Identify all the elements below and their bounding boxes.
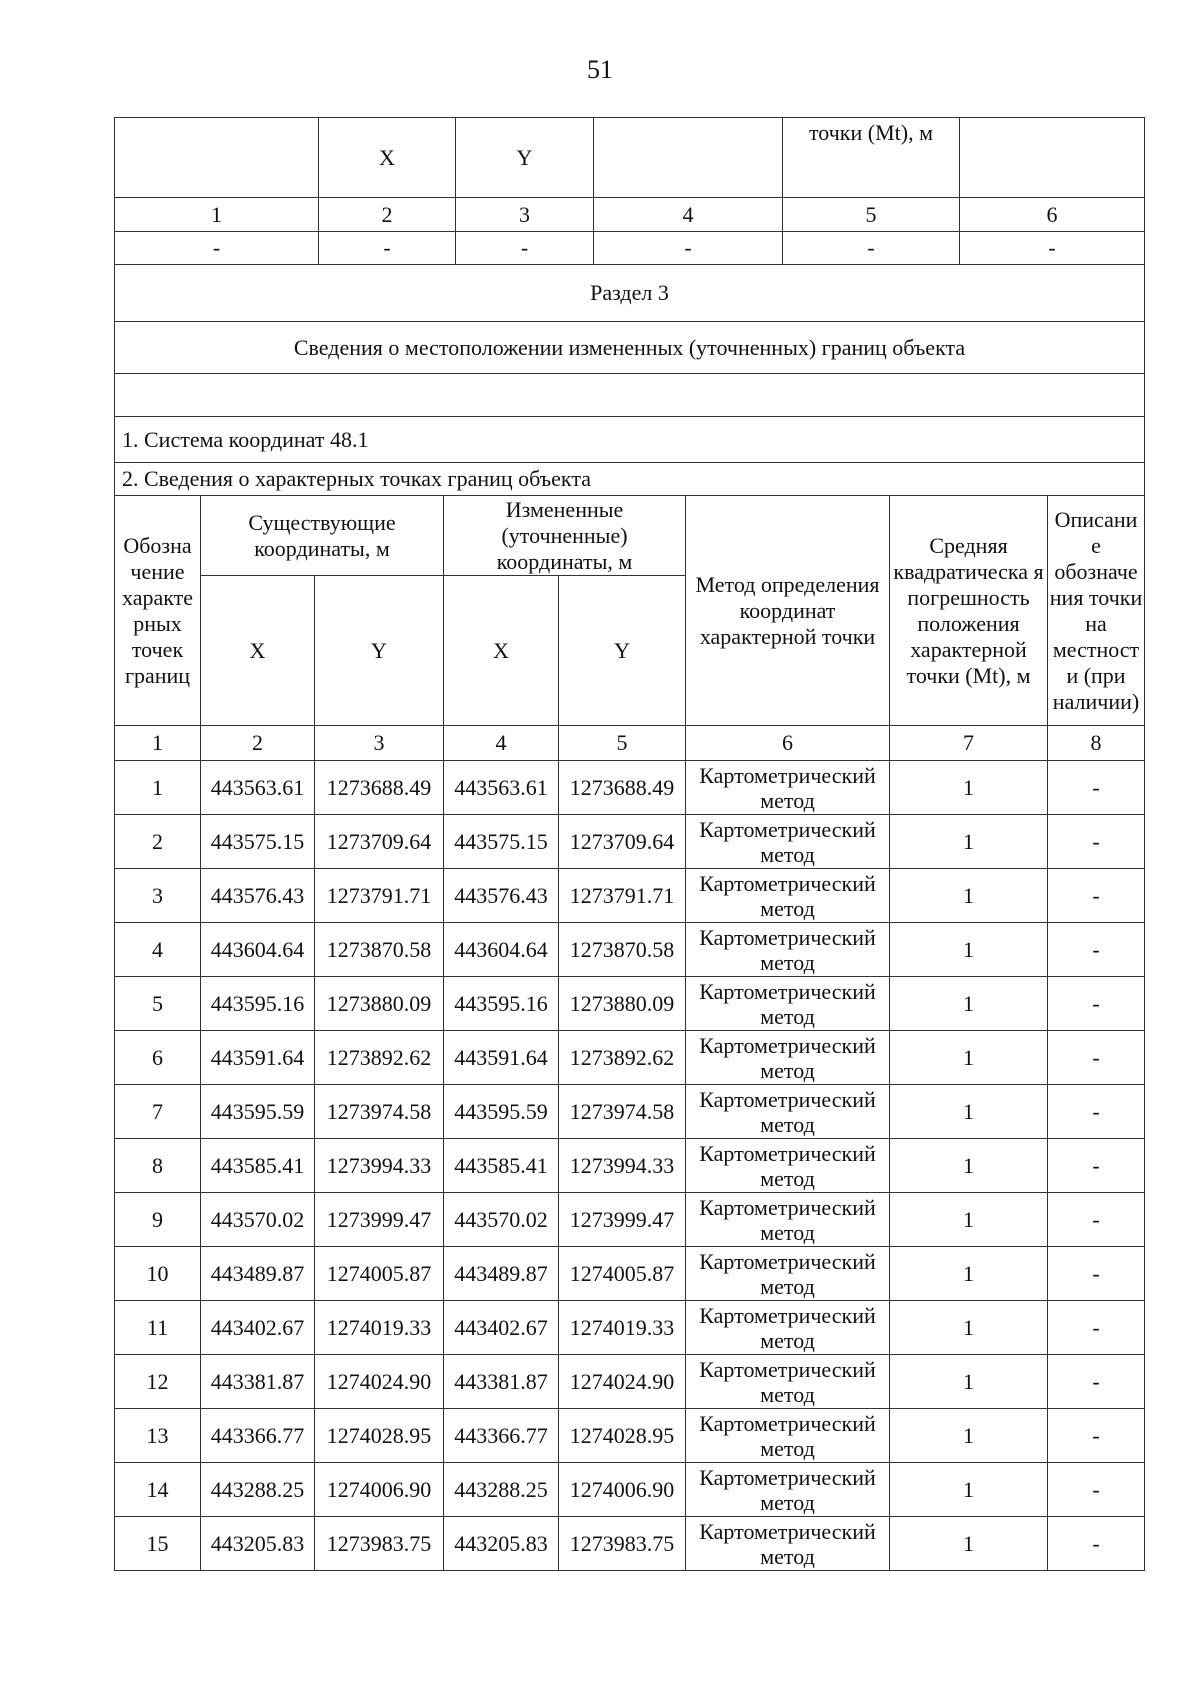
method-cell — [686, 1463, 890, 1517]
description-cell: - — [1048, 1463, 1145, 1517]
dash-cell: - — [783, 232, 960, 265]
method-line-2: метод — [760, 895, 815, 921]
description-cell: - — [1048, 1247, 1145, 1301]
mean-error-cell: 1 — [890, 815, 1048, 869]
col-num: 1 — [115, 726, 201, 761]
changed-x-cell: 443489.87 — [444, 1247, 559, 1301]
col-num: 7 — [890, 726, 1048, 761]
point-number-cell: 14 — [115, 1463, 201, 1517]
point-number-cell: 15 — [115, 1517, 201, 1571]
table-row — [115, 1031, 1145, 1085]
method-line-1: Картометрический — [699, 816, 876, 842]
mean-error-cell: 1 — [890, 1139, 1048, 1193]
description-cell: - — [1048, 869, 1145, 923]
description-cell: - — [1048, 761, 1145, 815]
changed-x-cell: 443595.59 — [444, 1085, 559, 1139]
existing-y-cell: 1273974.58 — [315, 1085, 444, 1139]
table-row — [115, 815, 1145, 869]
point-number-cell: 8 — [115, 1139, 201, 1193]
point-number-cell: 7 — [115, 1085, 201, 1139]
method-cell — [686, 1355, 890, 1409]
table-row — [115, 1355, 1145, 1409]
mean-error-cell: 1 — [890, 1409, 1048, 1463]
cont-header-cell-4 — [594, 118, 783, 198]
empty-row — [115, 374, 1145, 417]
changed-x-cell: 443595.16 — [444, 977, 559, 1031]
method-line-2: метод — [760, 1543, 815, 1569]
col-num: 5 — [783, 198, 960, 232]
dash-cell: - — [115, 232, 319, 265]
changed-x-cell: 443575.15 — [444, 815, 559, 869]
description-cell: - — [1048, 1031, 1145, 1085]
point-number-cell: 6 — [115, 1031, 201, 1085]
table-row — [115, 1193, 1145, 1247]
col-num: 5 — [559, 726, 686, 761]
method-line-1: Картометрический — [699, 1356, 876, 1382]
method-cell — [686, 1193, 890, 1247]
header-y-changed: Y — [559, 576, 686, 726]
table-row — [115, 977, 1145, 1031]
method-line-2: метод — [760, 1435, 815, 1461]
description-cell: - — [1048, 1517, 1145, 1571]
method-line-1: Картометрический — [699, 1302, 876, 1328]
method-line-1: Картометрический — [699, 1518, 876, 1544]
method-cell — [686, 761, 890, 815]
point-number-cell: 5 — [115, 977, 201, 1031]
existing-x-cell: 443591.64 — [201, 1031, 315, 1085]
mean-error-cell: 1 — [890, 1193, 1048, 1247]
table-row — [115, 869, 1145, 923]
existing-x-cell: 443575.15 — [201, 815, 315, 869]
column-number-row — [115, 198, 1145, 232]
existing-y-cell: 1273983.75 — [315, 1517, 444, 1571]
existing-x-cell: 443205.83 — [201, 1517, 315, 1571]
method-line-1: Картометрический — [699, 1194, 876, 1220]
header-row-1 — [115, 496, 1145, 576]
method-line-2: метод — [760, 787, 815, 813]
points-heading: 2. Сведения о характерных точках границ объекта — [115, 463, 1145, 496]
changed-y-cell: 1273892.62 — [559, 1031, 686, 1085]
header-y-existing: Y — [315, 576, 444, 726]
method-cell — [686, 1031, 890, 1085]
description-cell: - — [1048, 977, 1145, 1031]
mean-error-cell: 1 — [890, 1301, 1048, 1355]
cont-header-x: X — [319, 118, 456, 198]
table-row — [115, 1301, 1145, 1355]
method-line-2: метод — [760, 1381, 815, 1407]
col-num: 1 — [115, 198, 319, 232]
table-row — [115, 1139, 1145, 1193]
existing-x-cell: 443585.41 — [201, 1139, 315, 1193]
cont-header-cell-6 — [960, 118, 1145, 198]
existing-y-cell: 1273870.58 — [315, 923, 444, 977]
changed-y-cell: 1273999.47 — [559, 1193, 686, 1247]
method-line-1: Картометрический — [699, 924, 876, 950]
changed-x-cell: 443288.25 — [444, 1463, 559, 1517]
dash-cell: - — [456, 232, 594, 265]
method-line-1: Картометрический — [699, 1086, 876, 1112]
method-line-1: Картометрический — [699, 1410, 876, 1436]
existing-x-cell: 443381.87 — [201, 1355, 315, 1409]
column-number-row — [115, 726, 1145, 761]
changed-x-cell: 443381.87 — [444, 1355, 559, 1409]
coordinate-system: 1. Система координат 48.1 — [115, 417, 1145, 463]
section-title: Раздел 3 — [115, 265, 1145, 322]
existing-x-cell: 443570.02 — [201, 1193, 315, 1247]
table-row — [115, 1085, 1145, 1139]
changed-y-cell: 1273880.09 — [559, 977, 686, 1031]
existing-x-cell: 443576.43 — [201, 869, 315, 923]
method-line-1: Картометрический — [699, 1248, 876, 1274]
point-number-cell: 9 — [115, 1193, 201, 1247]
existing-x-cell: 443604.64 — [201, 923, 315, 977]
dash-row — [115, 232, 1145, 265]
dash-cell: - — [319, 232, 456, 265]
changed-x-cell: 443563.61 — [444, 761, 559, 815]
col-num: 8 — [1048, 726, 1145, 761]
method-line-1: Картометрический — [699, 870, 876, 896]
header-point-designation: Обозна чение характе рных точек границ — [115, 496, 201, 726]
changed-y-cell: 1273870.58 — [559, 923, 686, 977]
dash-cell: - — [594, 232, 783, 265]
col-num: 2 — [319, 198, 456, 232]
description-cell: - — [1048, 1355, 1145, 1409]
changed-y-cell: 1274028.95 — [559, 1409, 686, 1463]
mean-error-cell: 1 — [890, 923, 1048, 977]
cont-header-cell-1 — [115, 118, 319, 198]
method-line-2: метод — [760, 841, 815, 867]
existing-y-cell: 1273892.62 — [315, 1031, 444, 1085]
changed-x-cell: 443570.02 — [444, 1193, 559, 1247]
description-cell: - — [1048, 1193, 1145, 1247]
table-row — [115, 923, 1145, 977]
table-row — [115, 1463, 1145, 1517]
method-line-2: метод — [760, 1165, 815, 1191]
existing-x-cell: 443595.59 — [201, 1085, 315, 1139]
dash-cell: - — [960, 232, 1145, 265]
method-cell — [686, 977, 890, 1031]
method-line-2: метод — [760, 1489, 815, 1515]
existing-y-cell: 1273688.49 — [315, 761, 444, 815]
existing-x-cell: 443288.25 — [201, 1463, 315, 1517]
existing-y-cell: 1274006.90 — [315, 1463, 444, 1517]
changed-y-cell: 1274006.90 — [559, 1463, 686, 1517]
continued-header-row — [115, 118, 1145, 198]
mean-error-cell: 1 — [890, 977, 1048, 1031]
mean-error-cell: 1 — [890, 1463, 1048, 1517]
method-cell — [686, 1139, 890, 1193]
method-line-1: Картометрический — [699, 762, 876, 788]
changed-x-cell: 443591.64 — [444, 1031, 559, 1085]
method-line-2: метод — [760, 1057, 815, 1083]
method-cell — [686, 815, 890, 869]
changed-x-cell: 443205.83 — [444, 1517, 559, 1571]
description-cell: - — [1048, 1409, 1145, 1463]
coordinate-rows — [115, 761, 1145, 1571]
point-number-cell: 2 — [115, 815, 201, 869]
point-number-cell: 10 — [115, 1247, 201, 1301]
point-number-cell: 4 — [115, 923, 201, 977]
header-x-existing: X — [201, 576, 315, 726]
table-row — [115, 761, 1145, 815]
changed-y-cell: 1273688.49 — [559, 761, 686, 815]
mean-error-cell: 1 — [890, 1085, 1048, 1139]
col-num: 4 — [594, 198, 783, 232]
existing-y-cell: 1274028.95 — [315, 1409, 444, 1463]
method-line-1: Картометрический — [699, 1464, 876, 1490]
existing-y-cell: 1273880.09 — [315, 977, 444, 1031]
section-subtitle: Сведения о местоположении измененных (уточненных) границ объекта — [115, 322, 1145, 374]
existing-y-cell: 1274019.33 — [315, 1301, 444, 1355]
method-line-2: метод — [760, 1003, 815, 1029]
header-mean-error: Средняя квадратическа я погрешность положения характерной точки (Mt), м — [890, 496, 1048, 726]
method-line-2: метод — [760, 1111, 815, 1137]
changed-y-cell: 1273709.64 — [559, 815, 686, 869]
point-number-cell: 3 — [115, 869, 201, 923]
table-row — [115, 1247, 1145, 1301]
col-num: 3 — [456, 198, 594, 232]
changed-y-cell: 1273974.58 — [559, 1085, 686, 1139]
header-x-changed: X — [444, 576, 559, 726]
page-number: 51 — [587, 55, 613, 84]
description-cell: - — [1048, 1085, 1145, 1139]
changed-x-cell: 443366.77 — [444, 1409, 559, 1463]
method-cell — [686, 1301, 890, 1355]
mean-error-cell: 1 — [890, 869, 1048, 923]
cont-header-y: Y — [456, 118, 594, 198]
cont-header-mt: точки (Mt), м — [783, 118, 960, 198]
changed-x-cell: 443576.43 — [444, 869, 559, 923]
header-changed-coords: Измененные (уточненные) координаты, м — [444, 496, 686, 576]
changed-y-cell: 1273994.33 — [559, 1139, 686, 1193]
point-number-cell: 12 — [115, 1355, 201, 1409]
existing-x-cell: 443402.67 — [201, 1301, 315, 1355]
changed-y-cell: 1273791.71 — [559, 869, 686, 923]
method-line-2: метод — [760, 949, 815, 975]
method-cell — [686, 1085, 890, 1139]
section-header-table — [114, 117, 1145, 496]
table-row — [115, 1517, 1145, 1571]
description-cell: - — [1048, 923, 1145, 977]
mean-error-cell: 1 — [890, 1247, 1048, 1301]
existing-y-cell: 1273999.47 — [315, 1193, 444, 1247]
method-cell — [686, 869, 890, 923]
description-cell: - — [1048, 1301, 1145, 1355]
existing-x-cell: 443366.77 — [201, 1409, 315, 1463]
existing-y-cell: 1274005.87 — [315, 1247, 444, 1301]
changed-x-cell: 443604.64 — [444, 923, 559, 977]
header-description: Описани е обозначе ния точки на местност и (при наличии) — [1048, 496, 1145, 726]
col-num: 2 — [201, 726, 315, 761]
method-line-1: Картометрический — [699, 1140, 876, 1166]
col-num: 6 — [686, 726, 890, 761]
existing-y-cell: 1274024.90 — [315, 1355, 444, 1409]
method-line-1: Картометрический — [699, 978, 876, 1004]
point-number-cell: 1 — [115, 761, 201, 815]
method-cell — [686, 1409, 890, 1463]
point-number-cell: 13 — [115, 1409, 201, 1463]
method-line-2: метод — [760, 1273, 815, 1299]
table-row — [115, 1409, 1145, 1463]
existing-x-cell: 443489.87 — [201, 1247, 315, 1301]
changed-x-cell: 443585.41 — [444, 1139, 559, 1193]
col-num: 3 — [315, 726, 444, 761]
changed-x-cell: 443402.67 — [444, 1301, 559, 1355]
method-line-1: Картометрический — [699, 1032, 876, 1058]
existing-y-cell: 1273994.33 — [315, 1139, 444, 1193]
changed-y-cell: 1273983.75 — [559, 1517, 686, 1571]
method-line-2: метод — [760, 1327, 815, 1353]
existing-x-cell: 443595.16 — [201, 977, 315, 1031]
mean-error-cell: 1 — [890, 761, 1048, 815]
method-cell — [686, 923, 890, 977]
method-line-2: метод — [760, 1219, 815, 1245]
mean-error-cell: 1 — [890, 1031, 1048, 1085]
existing-y-cell: 1273791.71 — [315, 869, 444, 923]
method-cell — [686, 1517, 890, 1571]
existing-x-cell: 443563.61 — [201, 761, 315, 815]
changed-y-cell: 1274024.90 — [559, 1355, 686, 1409]
point-number-cell: 11 — [115, 1301, 201, 1355]
header-method: Метод определения координат характерной точки — [686, 496, 890, 726]
col-num: 4 — [444, 726, 559, 761]
method-cell — [686, 1247, 890, 1301]
changed-y-cell: 1274019.33 — [559, 1301, 686, 1355]
description-cell: - — [1048, 815, 1145, 869]
coordinates-table — [114, 495, 1145, 1571]
description-cell: - — [1048, 1139, 1145, 1193]
mean-error-cell: 1 — [890, 1355, 1048, 1409]
mean-error-cell: 1 — [890, 1517, 1048, 1571]
existing-y-cell: 1273709.64 — [315, 815, 444, 869]
col-num: 6 — [960, 198, 1145, 232]
changed-y-cell: 1274005.87 — [559, 1247, 686, 1301]
header-existing-coords: Существующие координаты, м — [201, 496, 444, 576]
